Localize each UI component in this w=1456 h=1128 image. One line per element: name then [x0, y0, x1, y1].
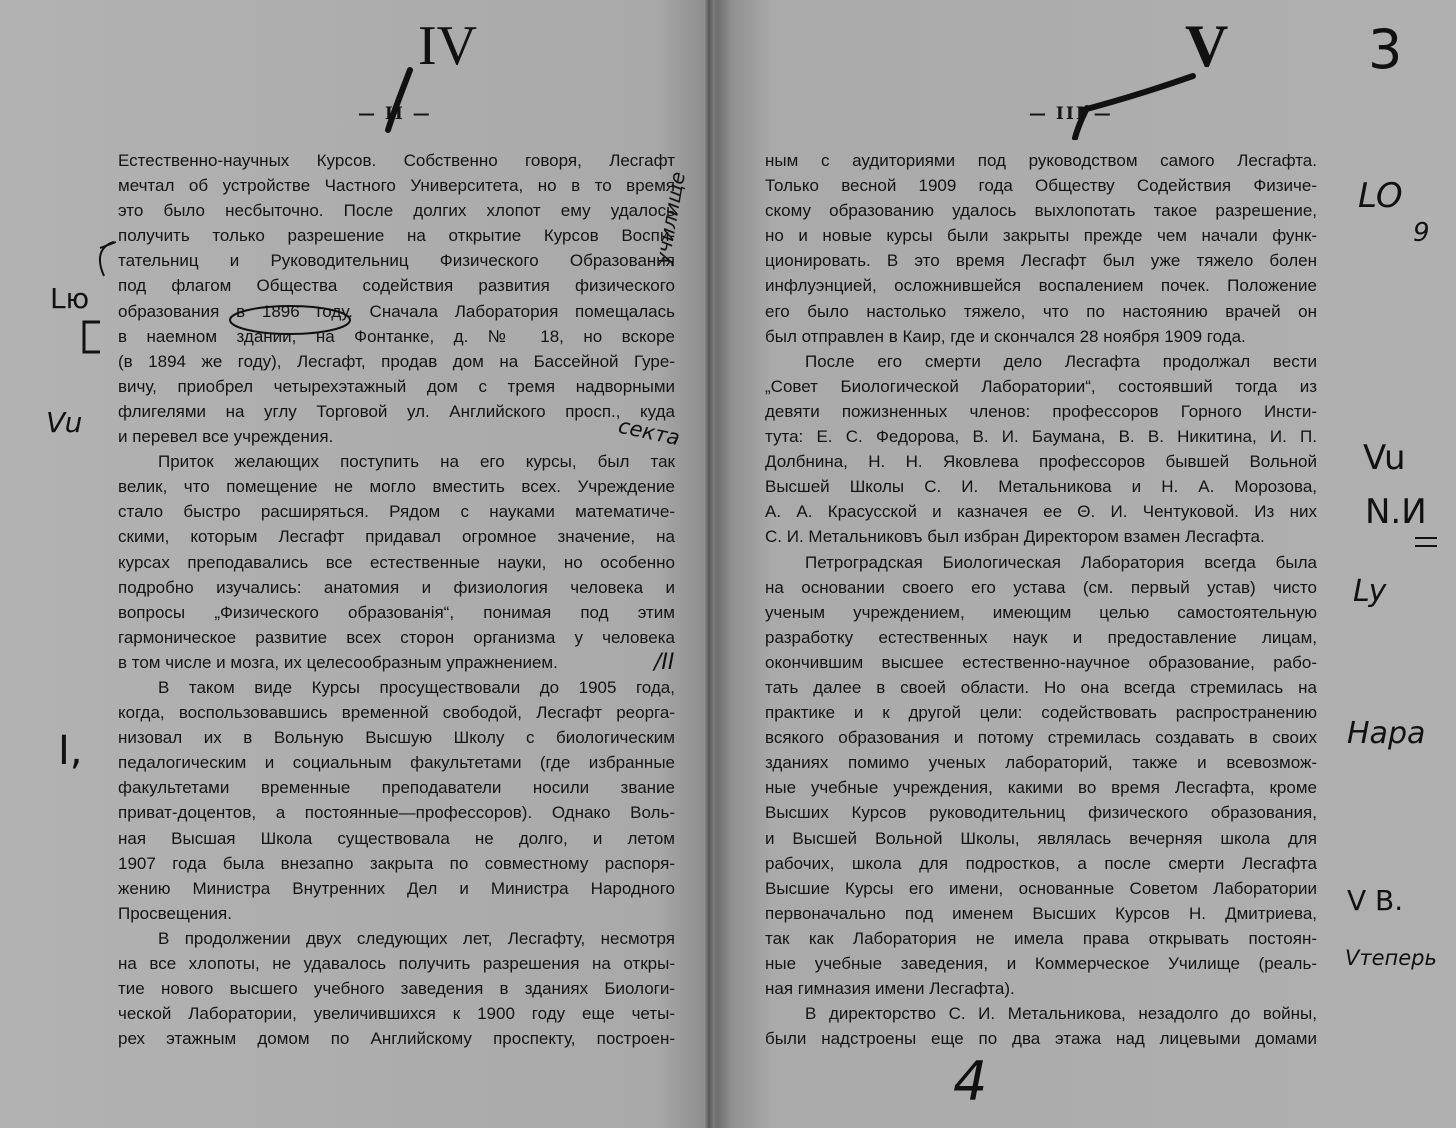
left-line: ческой Лаборатории, увеличившихся к 1900 году еще четы-: [118, 1004, 675, 1024]
left-line: курсах преподавались все естественные науки, но особенно: [118, 552, 675, 572]
left-line: когда, воспользовавшись временной свободой, Лесгафт реорга-: [118, 703, 675, 723]
left-line: флигелями на углу Торговой ул. Английского просп., куда: [118, 401, 675, 421]
right-line: инфлуэнцией, осложнившейся воспалением почек. Положение: [765, 276, 1317, 296]
left-line: В продолжении двух следующих лет, Лесгафту, несмотря: [158, 928, 675, 948]
right-line: ученым учреждением, имеющим целью самостоятельную: [765, 602, 1317, 622]
left-line: гармоническое развитие всех сторон организма у человека: [118, 627, 675, 647]
left-line: велик, что помещение не могло вместить всех. Учреждение: [118, 477, 675, 497]
left-line: 1907 года была внезапно закрыта по совместному распоря-: [118, 853, 675, 873]
left-line: и перевел все учреждения.: [118, 427, 334, 447]
right-line: на основании своего его устава (см. первый устав) чисто: [765, 577, 1317, 597]
left-line: под флагом Общества содействия развития физического: [118, 276, 675, 296]
right-line: Петроградская Биологическая Лаборатория всегда была: [805, 552, 1317, 572]
left-line: педалогическим и социальным факультетами (где избранные: [118, 753, 675, 773]
left-line: на все хлопоты, не удавалось получить разрешения на откры-: [118, 954, 675, 973]
right-page-text: [765, 148, 1317, 1051]
right-line: тута: Е. С. Федорова, В. И. Баумана, В. В. Никитина, И. П.: [765, 427, 1317, 447]
underline-marks-n-i: [1413, 530, 1443, 554]
margin-note-right-4: Ly: [1353, 574, 1387, 609]
right-line: ным с аудиториями под руководством самого Лесгафта.: [765, 151, 1317, 170]
margin-note-right-5: Нара: [1347, 716, 1426, 751]
margin-bracket-left: [76, 318, 106, 358]
left-line: подробно изучались: анатомия и физиология человека и: [118, 577, 675, 597]
left-line: (в 1894 же году), Лесгафт, продав дом на Бассейной Гуре-: [118, 351, 675, 371]
side-note-vertical-2: секта: [616, 413, 683, 451]
left-line: рех этажным домом по Английскому проспекту, построен-: [118, 1029, 675, 1049]
right-line: Высшей Школы С. И. Метальникова и Н. А. Морозова,: [765, 477, 1317, 497]
right-line: и Высшей Вольной Школы, являлась вечерняя школа для: [765, 828, 1317, 848]
left-line: это было несбыточно. После долгих хлопот ему удалось: [118, 201, 675, 221]
left-line: в том числе и мозга, их целесообразным упражнением.: [118, 652, 558, 672]
left-line: вопросы „Физического образованія“, понимая под этим: [118, 602, 675, 622]
left-line: факультетами временные преподаватели носили звание: [118, 778, 675, 798]
handwritten-stroke-left: [380, 66, 420, 136]
left-page: [0, 0, 705, 1128]
bottom-page-number: 4: [953, 1050, 988, 1113]
left-line: тие нового высшего учебного заведения в зданиях Биологи-: [118, 979, 675, 999]
right-line: практике и к другой цели: содействовать распространению: [765, 703, 1317, 723]
right-line: С. И. Метальниковъ был избран Директором взамен Лесгафта.: [765, 527, 1265, 547]
left-line: приват-доцентов, а постоянные—профессоров). Однако Воль-: [118, 803, 675, 823]
right-line: Высших Курсов руководительниц физического образования,: [765, 803, 1317, 823]
right-line: разработку естественных наук и предоставление лицам,: [765, 627, 1317, 647]
right-folio: — III —: [1029, 104, 1113, 124]
right-page: [713, 0, 1456, 1128]
right-line: скому образованию удалось выхлопотать такое разрешение,: [765, 201, 1317, 221]
margin-note-left-1: Lю: [50, 282, 90, 315]
right-line: А. А. Красусской и казначея ее Θ. И. Чентуковой. Из них: [765, 502, 1317, 522]
side-note-vertical-1: училище: [650, 169, 690, 267]
right-line: первоначально под именем Высших Курсов Н. Дмитриева,: [765, 903, 1317, 923]
right-line: были надстроены еще по два этажа над лицевыми домами: [765, 1029, 1317, 1049]
margin-note-right-6: V B.: [1347, 884, 1404, 917]
right-line: ционировать. В это время Лесгафт был уже тяжело болен: [765, 251, 1317, 271]
right-line: был отправлен в Каир, где и скончался 28 ноября 1909 года.: [765, 326, 1246, 346]
left-line: В таком виде Курсы просуществовали до 1905 года,: [158, 677, 675, 697]
right-line: ные учебные заведения, и Коммерческое Училище (реаль-: [765, 954, 1317, 973]
right-line: всякого образования и потому стремилась создавать в своих: [765, 728, 1317, 748]
right-line: его было настолько тяжело, что по настоянию врачей он: [765, 301, 1317, 321]
margin-note-right-1: LO: [1358, 176, 1403, 216]
corner-page-number: 3: [1368, 18, 1403, 81]
left-line: жению Министра Внутренних Дел и Министра Народного: [118, 878, 675, 898]
left-line: мечтал об устройстве Частного Университета, но в то время: [118, 176, 675, 196]
left-page-text: [118, 148, 675, 1051]
margin-note-right-2: Vu: [1363, 438, 1406, 478]
right-line: зданиях помимо ученых лабораторий, также и всевозмож-: [765, 753, 1317, 773]
left-line: стало быстро расширяться. Рядом с науками математиче-: [118, 502, 675, 522]
book-spine: [705, 0, 713, 1128]
left-line: ная Высшая Школа существовала не долго, и летом: [118, 828, 675, 848]
right-line: После его смерти дело Лесгафта продолжал вести: [805, 351, 1317, 371]
bracket-mark-left: [86, 236, 120, 282]
margin-note-right-3: N.И: [1365, 492, 1427, 532]
handwritten-header-left: IV: [418, 15, 478, 77]
right-line: Высшие Курсы его имени, основанные Советом Лаборатории: [765, 878, 1317, 898]
right-line: тать далее в своей области. Но она всегда стремилась на: [765, 677, 1317, 697]
left-line: низовал их в Вольную Высшую Школу с биологическим: [118, 728, 675, 748]
right-line: В директорство С. И. Метальникова, незадолго до войны,: [805, 1004, 1317, 1024]
left-line: в наемном здании, на Фонтанке, д. № 18, но вскоре: [118, 326, 675, 346]
margin-note-left-3: I,: [58, 728, 83, 774]
right-line: ная гимназия имени Лесгафта).: [765, 979, 1015, 999]
right-line: так как Лаборатория не имела права открывать постоян-: [765, 928, 1317, 948]
left-line: вичу, приобрел четырехэтажный дом с тремя надворными: [118, 376, 675, 396]
right-line: ные учебные учреждения, какими во время Лесгафта, кроме: [765, 778, 1317, 798]
left-line: тательниц и Руководительниц Физического Образования: [118, 251, 675, 271]
left-line: Приток желающих поступить на его курсы, был так: [158, 452, 675, 472]
left-line: скими, которым Лесгафт придавал огромное значение, на: [118, 527, 675, 547]
circle-mark-1896: [226, 302, 354, 338]
margin-note-left-2: Vu: [46, 406, 83, 439]
right-line: рабочих, школа для подростков, а после смерти Лесгафта: [765, 853, 1317, 873]
left-line: получить только разрешение на открытие Курсов Воспи-: [118, 226, 675, 246]
right-line: но и новые курсы были закрыты прежде чем начали функ-: [765, 226, 1317, 246]
left-line: Естественно-научных Курсов. Собственно говоря, Лесгафт: [118, 151, 675, 170]
right-line: девяти пожизненных членов: профессоров Горного Инсти-: [765, 401, 1317, 421]
margin-note-right-1b: 9: [1413, 218, 1430, 248]
margin-note-right-7: Vтеперь: [1345, 946, 1437, 970]
right-line: Только весной 1909 года Обществу Содействия Физиче-: [765, 176, 1317, 196]
margin-note-left-4: /ІІ: [654, 650, 675, 675]
left-folio: — II —: [358, 104, 432, 124]
right-line: окончившим высшее естественно-научное образование, рабо-: [765, 652, 1317, 672]
left-line: образования в 1896 году. Сначала Лаборатория помещалась: [118, 301, 675, 321]
right-line: „Совет Биологической Лаборатории“, состоявший тогда из: [765, 376, 1317, 396]
left-line: Просвещения.: [118, 903, 232, 923]
right-line: Долбнина, Н. Н. Яковлева профессоров бывшей Вольной: [765, 452, 1317, 472]
handwritten-stroke-right: [1043, 50, 1203, 140]
handwritten-header-right: V: [1185, 13, 1229, 79]
